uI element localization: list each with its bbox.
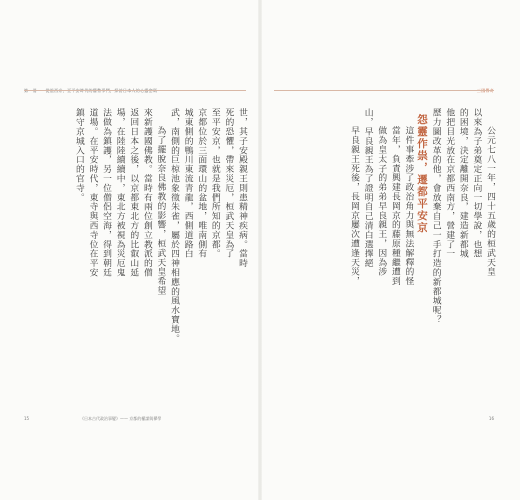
text-column: 山，早良親王為了證明自己清白選擇絕 <box>362 108 373 268</box>
text-column: 來新護國佛教。當時有兩位創立教派的僧 <box>141 108 152 278</box>
section-heading: 怨靈作祟，遷都平安京 <box>416 114 429 234</box>
left-footer: 《日本古代政治事變》—— 京都的權謀與禪學 <box>80 416 162 421</box>
text-column: 這件事牽涉了政治角力與無法解釋的怪 <box>403 126 414 286</box>
right-body-text <box>349 108 494 324</box>
text-column: 返回日本之後，以京都東北方的比叡山延 <box>128 108 139 278</box>
text-column: 做為皇太子的弟弟早良親王，因為涉 <box>376 126 387 277</box>
text-column: 為了擺脫奈良佛教的影響，桓武天皇希望 <box>155 126 166 296</box>
left-running-head: 第一冊——從祖西京，至平安時代的權勢爭鬥，探討日本人的心靈密碼 <box>24 88 158 93</box>
text-column: 世，其子安殿親王則患精神疾病。當時 <box>237 108 247 268</box>
text-column: 京都位於三面環山的盆地，唯南側有 <box>196 108 207 259</box>
text-column: 公元七八一年，四十五歲的桓武天皇 <box>485 126 495 277</box>
right-running-head: 三國傳奇 <box>476 88 494 93</box>
text-column: 死的恐懼，帶來災厄，桓武天皇為了 <box>223 108 234 259</box>
text-column: 鎮守京城入口的官寺。 <box>73 108 84 202</box>
left-page-number: 15 <box>24 416 30 421</box>
text-column: 早良親王死後，長岡京屢次遭逢天災， <box>349 126 360 286</box>
text-column: 場，在陸陸續續中，東北方被視為災厄鬼 <box>114 108 125 278</box>
text-column: 的困境，決定離開奈良，建造新都城 <box>457 108 468 259</box>
text-column: 當年，負責興建長岡京的藤原種繼遭到 <box>389 126 400 286</box>
left-body-text <box>74 108 246 343</box>
text-column: 他把目光放在京都西南方，營建了一 <box>444 108 455 259</box>
text-column: 以來為子弟奠定正向一切學說，也想 <box>471 108 482 259</box>
text-column: 法做為鎮護，另一位僧侶空海，得到朝廷 <box>101 108 112 278</box>
right-page-number: 16 <box>488 416 494 421</box>
right-page <box>260 0 520 500</box>
text-column: 至平安京，也就是我們所知的京都。 <box>209 108 220 259</box>
left-header-rule <box>24 90 246 91</box>
right-header-rule <box>274 90 494 91</box>
text-column: 道場。在平安時代，東寺與西寺位在平安 <box>87 108 98 278</box>
text-column: 歷力圖改革的他，會放棄自己一手打造的新都城呢？ <box>430 108 441 325</box>
text-column: 武，南側的巨椋池象徵朱雀，屬於四神相應的風水寶地。 <box>169 108 180 343</box>
text-column: 城東側的鴨川東流青龍，西側道路白 <box>182 108 193 259</box>
